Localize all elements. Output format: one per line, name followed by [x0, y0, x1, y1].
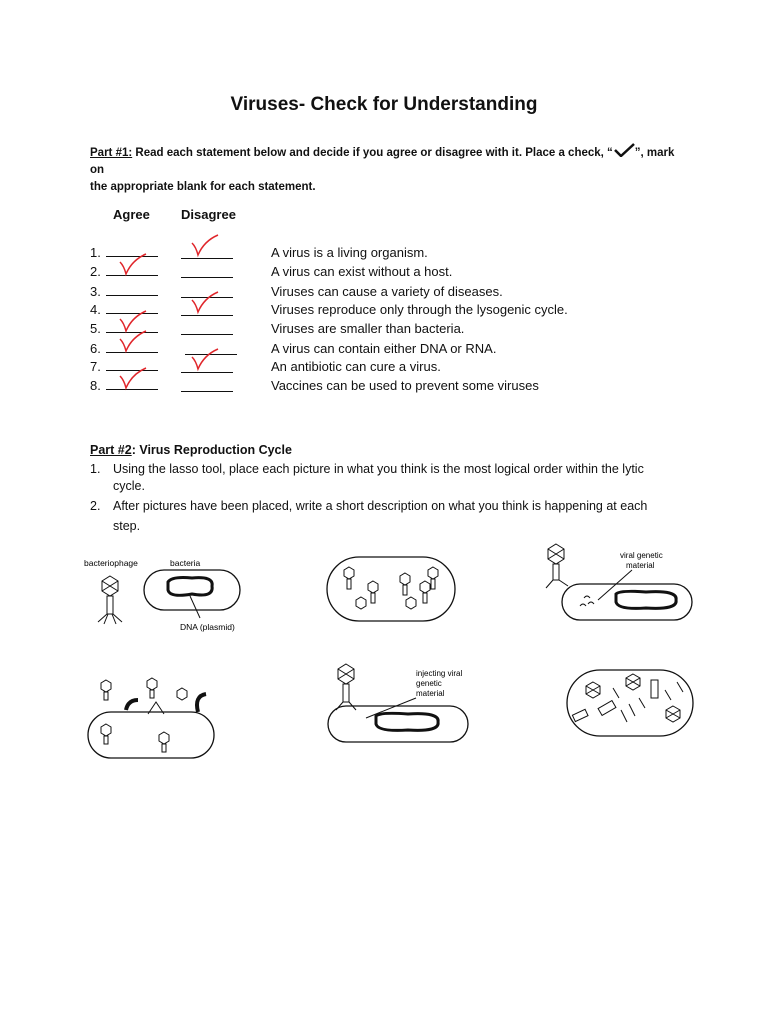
red-check-mark-icon	[118, 366, 148, 392]
picture-phage-and-bacteria[interactable]	[82, 552, 252, 638]
picture-parts-assembling[interactable]	[565, 668, 695, 740]
injecting-label: injecting viral	[416, 669, 463, 678]
statement-row	[90, 284, 158, 299]
part1-instructions	[90, 143, 690, 196]
disagree-blank[interactable]	[181, 264, 233, 278]
part2-label: Part #2	[90, 443, 132, 457]
statement-number: 3.	[90, 284, 101, 299]
statement-text: Vaccines can be used to prevent some viruses	[271, 378, 539, 393]
part1-label: Part #1:	[90, 147, 133, 159]
bacteria-cell	[144, 570, 240, 610]
viral-material-label: material	[626, 561, 655, 570]
part1-instructions-text-a: Read each statement below and decide if you agree or disagree with it. Place a check, “	[132, 147, 613, 159]
statement-number: 5.	[90, 321, 101, 336]
page-title: Viruses- Check for Understanding	[230, 94, 538, 115]
part2-step: 1. Using the lasso tool, place each picture in what you think is the most logical order within the lytic cycle.	[90, 462, 644, 493]
red-check-mark-icon	[190, 347, 220, 373]
part2-heading	[90, 443, 292, 457]
dna-plasmid	[168, 578, 212, 596]
statement-text: Viruses can cause a variety of diseases.	[271, 284, 503, 299]
statement-text: A virus is a living organism.	[271, 245, 428, 260]
agree-blank[interactable]	[106, 285, 158, 296]
statement-number: 4.	[90, 302, 101, 317]
bacteriophage-icon	[98, 576, 122, 624]
red-check-mark-icon	[118, 252, 148, 278]
part2-steps	[90, 461, 670, 536]
bacteriophage-label: bacteriophage	[84, 558, 138, 568]
statement-text: An antibiotic can cure a virus.	[271, 359, 441, 374]
red-check-mark-icon	[118, 329, 148, 355]
picture-phages-assembled[interactable]	[325, 555, 457, 625]
red-check-mark-icon	[190, 290, 220, 316]
bacteria-label: bacteria	[170, 558, 201, 568]
disagree-blank[interactable]	[181, 321, 233, 335]
picture-viral-genetic-material[interactable]	[540, 540, 700, 625]
statement-text: Viruses are smaller than bacteria.	[271, 321, 465, 336]
part2-step: 2. After pictures have been placed, write a short description on what you think is happening at each step.	[90, 499, 648, 533]
disagree-column-header: Disagree	[181, 207, 236, 222]
injecting-material-label: material	[416, 689, 445, 698]
picture-injecting[interactable]	[324, 660, 474, 746]
dna-label: DNA (plasmid)	[180, 622, 235, 632]
statement-number: 8.	[90, 378, 101, 393]
statement-text: A virus can contain either DNA or RNA.	[271, 341, 497, 356]
part1-instructions-text-c: the appropriate blank for each statement.	[90, 181, 316, 193]
injecting-genetic-label: genetic	[416, 679, 442, 688]
red-check-mark-icon	[190, 233, 220, 259]
statement-number: 7.	[90, 359, 101, 374]
picture-lysis-burst[interactable]	[86, 672, 218, 762]
part2-title: : Virus Reproduction Cycle	[131, 443, 292, 457]
part1-instructions-text-b: ”, mark on	[90, 147, 675, 176]
statement-number: 2.	[90, 264, 101, 279]
statement-text: A virus can exist without a host.	[271, 264, 453, 279]
agree-column-header: Agree	[113, 207, 150, 222]
disagree-blank[interactable]	[181, 378, 233, 392]
statement-text: Viruses reproduce only through the lysogenic cycle.	[271, 302, 568, 317]
check-mark-icon	[613, 143, 635, 157]
viral-genetic-label: viral genetic	[620, 551, 663, 560]
statement-number: 1.	[90, 245, 101, 260]
statement-number: 6.	[90, 341, 101, 356]
